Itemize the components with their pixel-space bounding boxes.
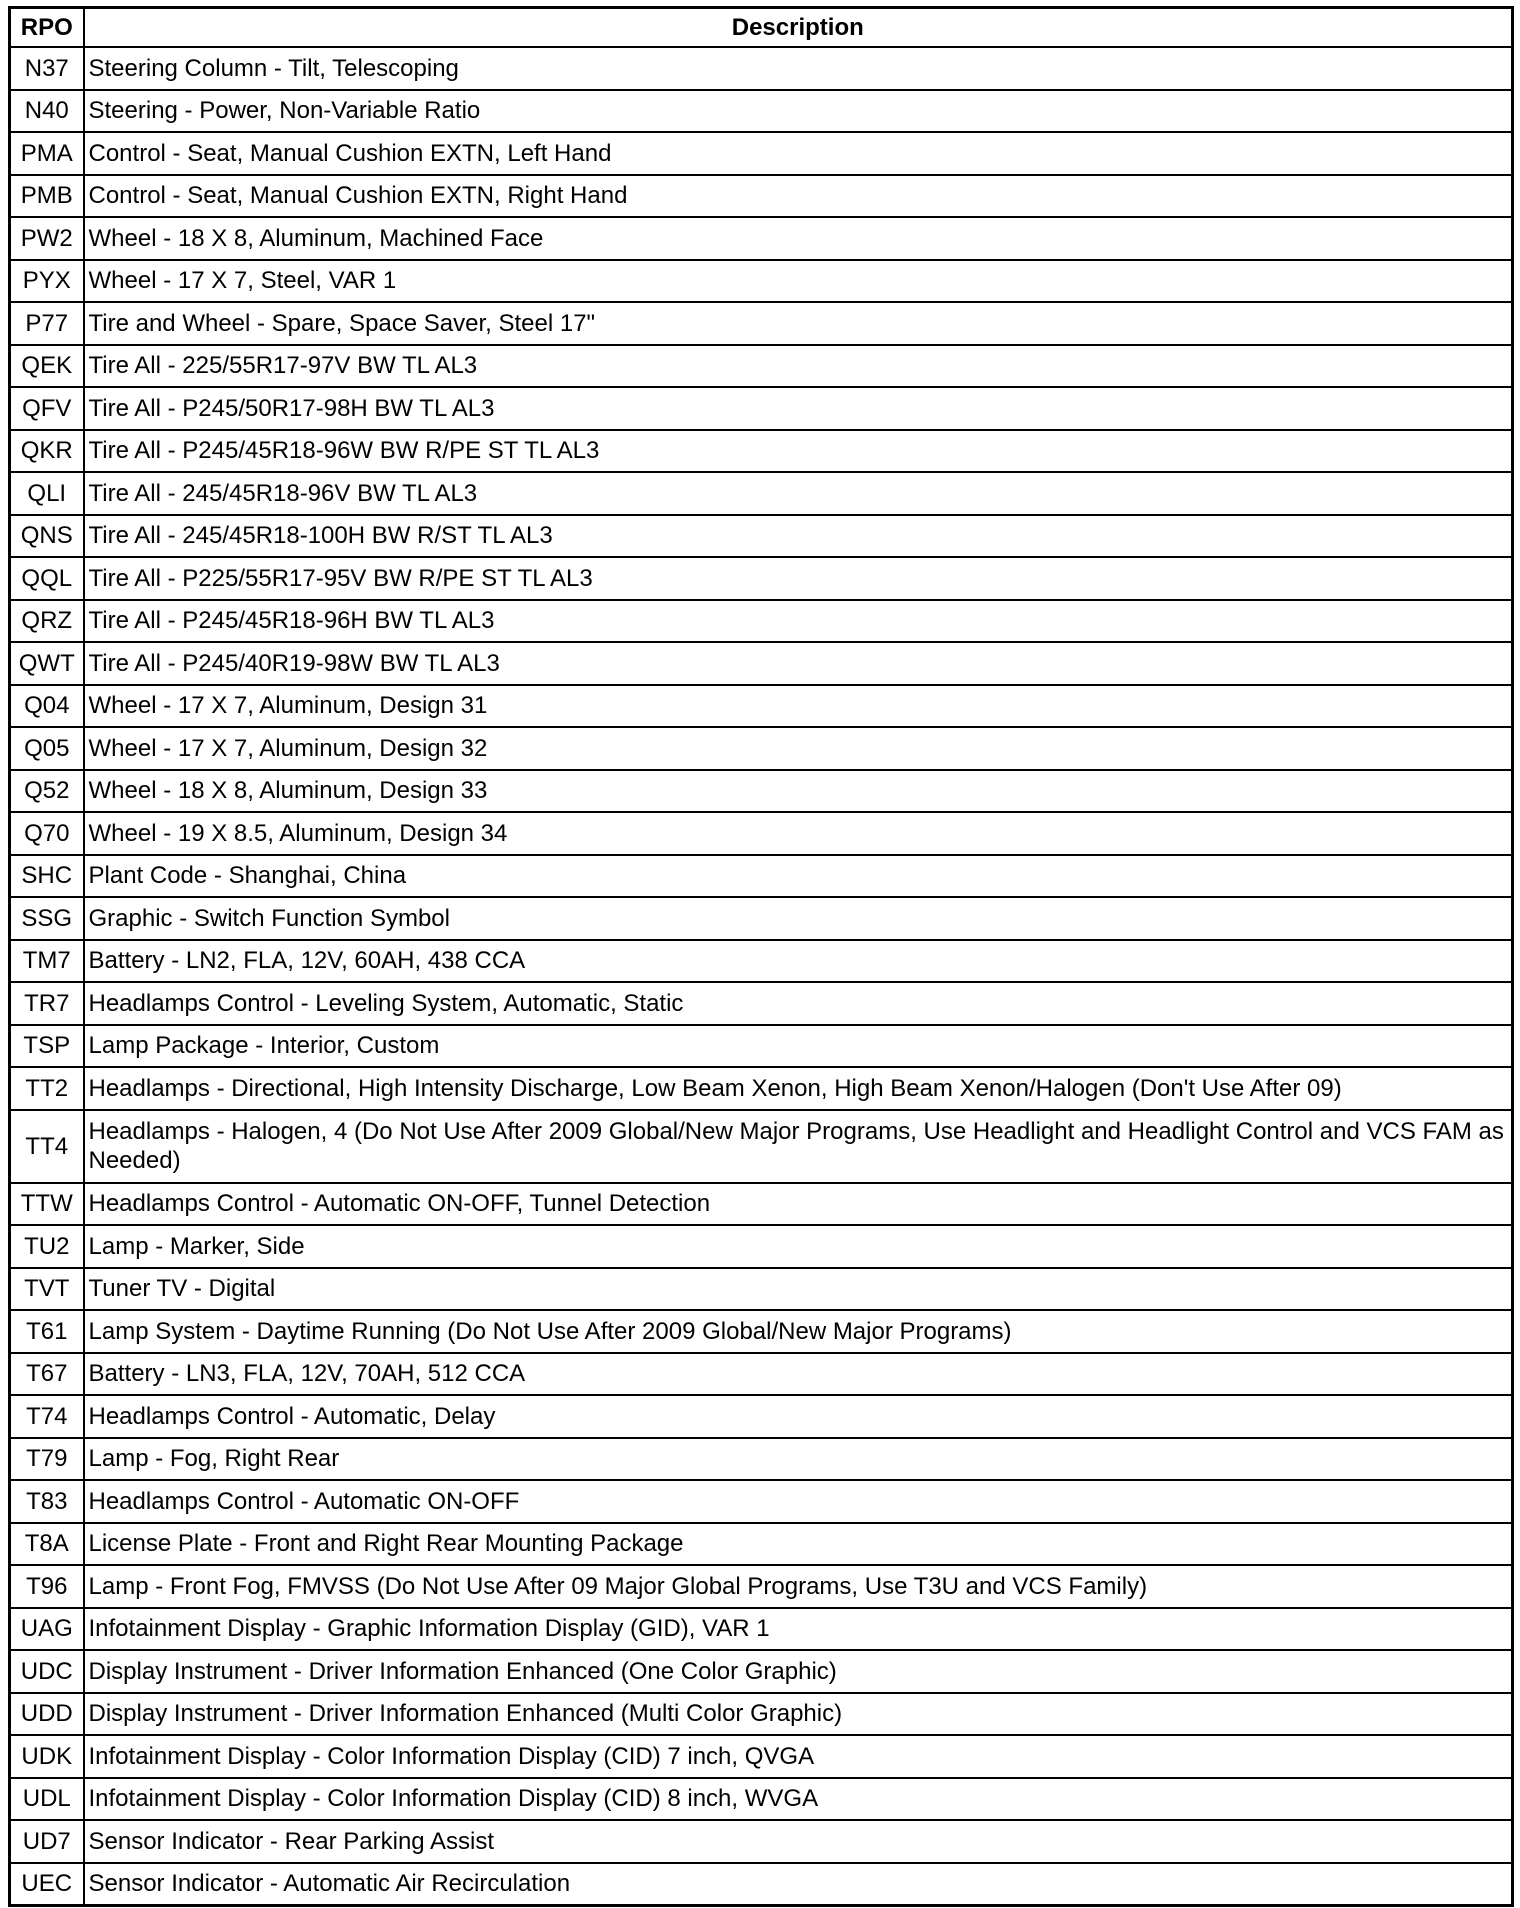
- rpo-code-cell: T79: [10, 1438, 84, 1481]
- rpo-code-cell: TTW: [10, 1183, 84, 1226]
- rpo-code-cell: N37: [10, 47, 84, 90]
- table-row: [10, 1183, 1513, 1226]
- table-row: [10, 1067, 1513, 1110]
- table-row: [10, 132, 1513, 175]
- table-row: [10, 1438, 1513, 1481]
- description-cell: Tire All - P245/50R17-98H BW TL AL3: [84, 387, 1513, 430]
- rpo-code-cell: T74: [10, 1395, 84, 1438]
- table-row: [10, 685, 1513, 728]
- table-row: [10, 600, 1513, 643]
- table-row: [10, 770, 1513, 813]
- table-header: [10, 8, 1513, 48]
- description-cell: Graphic - Switch Function Symbol: [84, 897, 1513, 940]
- rpo-code-cell: PMB: [10, 175, 84, 218]
- rpo-code-cell: QKR: [10, 430, 84, 473]
- rpo-code-cell: Q05: [10, 727, 84, 770]
- table-row: [10, 982, 1513, 1025]
- table-row: [10, 1820, 1513, 1863]
- table-row: [10, 557, 1513, 600]
- description-cell: Tire All - P245/40R19-98W BW TL AL3: [84, 642, 1513, 685]
- description-cell: Steering Column - Tilt, Telescoping: [84, 47, 1513, 90]
- rpo-code-cell: TT4: [10, 1110, 84, 1183]
- description-cell: Sensor Indicator - Automatic Air Recirculation: [84, 1863, 1513, 1906]
- table-row: [10, 812, 1513, 855]
- table-row: [10, 727, 1513, 770]
- description-cell: Wheel - 17 X 7, Steel, VAR 1: [84, 260, 1513, 303]
- table-row: [10, 1353, 1513, 1396]
- table-row: [10, 1565, 1513, 1608]
- table-row: [10, 515, 1513, 558]
- rpo-code-cell: PMA: [10, 132, 84, 175]
- rpo-code-cell: PW2: [10, 217, 84, 260]
- rpo-code-cell: P77: [10, 302, 84, 345]
- table-row: [10, 940, 1513, 983]
- description-cell: Infotainment Display - Graphic Information Display (GID), VAR 1: [84, 1608, 1513, 1651]
- description-cell: Display Instrument - Driver Information Enhanced (One Color Graphic): [84, 1650, 1513, 1693]
- rpo-code-cell: QEK: [10, 345, 84, 388]
- description-cell: Tire All - 225/55R17-97V BW TL AL3: [84, 345, 1513, 388]
- table-row: [10, 387, 1513, 430]
- table-row: [10, 642, 1513, 685]
- rpo-code-cell: UD7: [10, 1820, 84, 1863]
- table-row: [10, 1310, 1513, 1353]
- description-cell: Wheel - 17 X 7, Aluminum, Design 32: [84, 727, 1513, 770]
- table-row: [10, 175, 1513, 218]
- rpo-code-cell: QNS: [10, 515, 84, 558]
- rpo-code-cell: TVT: [10, 1268, 84, 1311]
- description-cell: Battery - LN3, FLA, 12V, 70AH, 512 CCA: [84, 1353, 1513, 1396]
- rpo-code-cell: QWT: [10, 642, 84, 685]
- rpo-code-cell: QLI: [10, 472, 84, 515]
- description-cell: Headlamps Control - Automatic ON-OFF, Tunnel Detection: [84, 1183, 1513, 1226]
- description-cell: Sensor Indicator - Rear Parking Assist: [84, 1820, 1513, 1863]
- description-cell: Headlamps - Directional, High Intensity Discharge, Low Beam Xenon, High Beam Xenon/Halogen (Don't Use After 09): [84, 1067, 1513, 1110]
- rpo-code-cell: Q52: [10, 770, 84, 813]
- rpo-code-cell: SHC: [10, 855, 84, 898]
- rpo-code-cell: TU2: [10, 1225, 84, 1268]
- table-row: [10, 1650, 1513, 1693]
- rpo-code-cell: UAG: [10, 1608, 84, 1651]
- rpo-code-cell: T96: [10, 1565, 84, 1608]
- description-cell: Tire All - 245/45R18-96V BW TL AL3: [84, 472, 1513, 515]
- table-row: [10, 1268, 1513, 1311]
- description-cell: Battery - LN2, FLA, 12V, 60AH, 438 CCA: [84, 940, 1513, 983]
- description-cell: Tire All - P245/45R18-96H BW TL AL3: [84, 600, 1513, 643]
- description-cell: Headlamps Control - Automatic, Delay: [84, 1395, 1513, 1438]
- table-row: [10, 345, 1513, 388]
- rpo-code-cell: TR7: [10, 982, 84, 1025]
- table-row: [10, 1225, 1513, 1268]
- rpo-code-cell: QQL: [10, 557, 84, 600]
- rpo-code-cell: Q04: [10, 685, 84, 728]
- rpo-column-header: RPO: [10, 8, 84, 48]
- table-row: [10, 430, 1513, 473]
- description-cell: Wheel - 18 X 8, Aluminum, Machined Face: [84, 217, 1513, 260]
- rpo-code-cell: UDC: [10, 1650, 84, 1693]
- description-cell: Wheel - 19 X 8.5, Aluminum, Design 34: [84, 812, 1513, 855]
- rpo-table: [8, 6, 1514, 1907]
- description-cell: Tuner TV - Digital: [84, 1268, 1513, 1311]
- rpo-code-cell: TT2: [10, 1067, 84, 1110]
- table-row: [10, 260, 1513, 303]
- description-column-header: Description: [84, 8, 1513, 48]
- header-row: [10, 8, 1513, 48]
- rpo-code-cell: UDL: [10, 1778, 84, 1821]
- table-row: [10, 1480, 1513, 1523]
- description-cell: Headlamps Control - Automatic ON-OFF: [84, 1480, 1513, 1523]
- table-row: [10, 1110, 1513, 1183]
- description-cell: Lamp Package - Interior, Custom: [84, 1025, 1513, 1068]
- description-cell: License Plate - Front and Right Rear Mounting Package: [84, 1523, 1513, 1566]
- table-row: [10, 302, 1513, 345]
- description-cell: Tire All - P225/55R17-95V BW R/PE ST TL AL3: [84, 557, 1513, 600]
- rpo-code-cell: UDK: [10, 1735, 84, 1778]
- table-row: [10, 897, 1513, 940]
- table-row: [10, 90, 1513, 133]
- rpo-code-cell: T67: [10, 1353, 84, 1396]
- description-cell: Headlamps - Halogen, 4 (Do Not Use After 2009 Global/New Major Programs, Use Headlight and Headlight Control and VCS FAM as Needed): [84, 1110, 1513, 1183]
- table-row: [10, 472, 1513, 515]
- rpo-code-cell: UDD: [10, 1693, 84, 1736]
- description-cell: Steering - Power, Non-Variable Ratio: [84, 90, 1513, 133]
- rpo-code-cell: TSP: [10, 1025, 84, 1068]
- table-row: [10, 47, 1513, 90]
- description-cell: Headlamps Control - Leveling System, Automatic, Static: [84, 982, 1513, 1025]
- rpo-code-cell: T8A: [10, 1523, 84, 1566]
- table-row: [10, 1025, 1513, 1068]
- table-row: [10, 855, 1513, 898]
- description-cell: Wheel - 17 X 7, Aluminum, Design 31: [84, 685, 1513, 728]
- table-row: [10, 1863, 1513, 1906]
- description-cell: Plant Code - Shanghai, China: [84, 855, 1513, 898]
- rpo-code-cell: SSG: [10, 897, 84, 940]
- table-row: [10, 217, 1513, 260]
- table-row: [10, 1693, 1513, 1736]
- description-cell: Control - Seat, Manual Cushion EXTN, Left Hand: [84, 132, 1513, 175]
- description-cell: Infotainment Display - Color Information Display (CID) 7 inch, QVGA: [84, 1735, 1513, 1778]
- description-cell: Tire All - 245/45R18-100H BW R/ST TL AL3: [84, 515, 1513, 558]
- description-cell: Infotainment Display - Color Information Display (CID) 8 inch, WVGA: [84, 1778, 1513, 1821]
- table-row: [10, 1523, 1513, 1566]
- table-row: [10, 1395, 1513, 1438]
- description-cell: Lamp System - Daytime Running (Do Not Use After 2009 Global/New Major Programs): [84, 1310, 1513, 1353]
- rpo-code-cell: QRZ: [10, 600, 84, 643]
- table-row: [10, 1735, 1513, 1778]
- rpo-code-cell: Q70: [10, 812, 84, 855]
- description-cell: Lamp - Marker, Side: [84, 1225, 1513, 1268]
- description-cell: Lamp - Front Fog, FMVSS (Do Not Use After 09 Major Global Programs, Use T3U and VCS Family): [84, 1565, 1513, 1608]
- description-cell: Display Instrument - Driver Information Enhanced (Multi Color Graphic): [84, 1693, 1513, 1736]
- table-row: [10, 1608, 1513, 1651]
- description-cell: Wheel - 18 X 8, Aluminum, Design 33: [84, 770, 1513, 813]
- rpo-code-cell: QFV: [10, 387, 84, 430]
- rpo-code-cell: TM7: [10, 940, 84, 983]
- rpo-code-cell: N40: [10, 90, 84, 133]
- table-body: [10, 47, 1513, 1905]
- rpo-code-cell: T83: [10, 1480, 84, 1523]
- rpo-code-cell: PYX: [10, 260, 84, 303]
- table-row: [10, 1778, 1513, 1821]
- description-cell: Tire All - P245/45R18-96W BW R/PE ST TL AL3: [84, 430, 1513, 473]
- description-cell: Lamp - Fog, Right Rear: [84, 1438, 1513, 1481]
- description-cell: Tire and Wheel - Spare, Space Saver, Steel 17": [84, 302, 1513, 345]
- rpo-code-cell: UEC: [10, 1863, 84, 1906]
- rpo-code-cell: T61: [10, 1310, 84, 1353]
- description-cell: Control - Seat, Manual Cushion EXTN, Right Hand: [84, 175, 1513, 218]
